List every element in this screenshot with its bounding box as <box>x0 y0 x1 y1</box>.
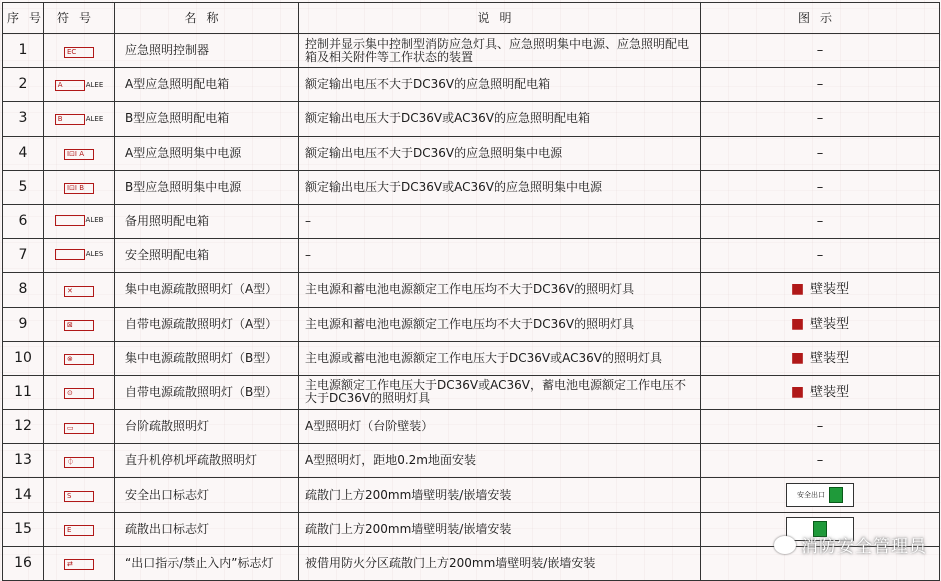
row-desc: 疏散门上方200mm墙壁明装/嵌墙安装 <box>299 478 701 512</box>
symbol-icon <box>55 248 104 261</box>
row-index: 14 <box>3 478 44 512</box>
symbol-icon <box>64 559 94 570</box>
row-desc: 额定输出电压大于DC36V或AC36V的应急照明集中电源 <box>299 170 701 204</box>
row-desc: A型照明灯（台阶壁装） <box>299 410 701 444</box>
wechat-icon <box>774 536 796 554</box>
row-figure <box>701 136 940 170</box>
row-symbol <box>44 170 115 204</box>
symbol-suffix: ALEE <box>85 81 104 90</box>
row-index: 13 <box>3 444 44 478</box>
row-name: “出口指示/禁止入内”标志灯 <box>115 546 299 580</box>
row-desc: – <box>299 239 701 273</box>
row-symbol <box>44 273 115 307</box>
row-desc: – <box>299 204 701 238</box>
row-name: 自带电源疏散照明灯（B型） <box>115 375 299 409</box>
symbol-icon <box>64 149 94 160</box>
row-figure <box>701 204 940 238</box>
symbol-icon <box>64 47 94 58</box>
symbol-suffix: ALES <box>85 250 104 259</box>
symbol-icon <box>55 214 104 227</box>
row-symbol <box>44 512 115 546</box>
row-name: 疏散出口标志灯 <box>115 512 299 546</box>
symbol-glyph: ⊠ <box>64 320 94 331</box>
row-symbol <box>44 102 115 136</box>
row-name: B型应急照明集中电源 <box>115 170 299 204</box>
symbol-icon <box>64 320 94 331</box>
table-row <box>3 68 940 102</box>
symbol-icon <box>64 457 94 468</box>
row-symbol <box>44 546 115 580</box>
figure-label: – <box>816 248 824 264</box>
row-figure <box>701 102 940 136</box>
symbol-glyph <box>55 249 85 260</box>
figure-label: – <box>816 111 824 127</box>
row-figure <box>701 34 940 68</box>
symbol-glyph: A <box>55 80 85 91</box>
row-name: 台阶疏散照明灯 <box>115 410 299 444</box>
row-figure <box>701 341 940 375</box>
row-index: 11 <box>3 375 44 409</box>
row-index: 15 <box>3 512 44 546</box>
row-name: 备用照明配电箱 <box>115 204 299 238</box>
row-index: 12 <box>3 410 44 444</box>
row-index: 7 <box>3 239 44 273</box>
row-name: 集中电源疏散照明灯（B型） <box>115 341 299 375</box>
symbol-icon <box>64 491 94 502</box>
symbol-suffix: ALEB <box>85 216 104 225</box>
header-desc: 说明 <box>299 3 701 34</box>
row-desc: 控制并显示集中控制型消防应急灯具、应急照明集中电源、应急照明配电箱及相关附件等工作状态的装置 <box>299 34 701 68</box>
row-figure <box>701 478 940 512</box>
symbol-glyph <box>55 215 85 226</box>
table-row <box>3 478 940 512</box>
symbol-glyph: ⇄ <box>64 559 94 570</box>
row-symbol <box>44 34 115 68</box>
row-desc: 额定输出电压大于DC36V或AC36V的应急照明配电箱 <box>299 102 701 136</box>
row-symbol <box>44 410 115 444</box>
symbol-glyph: S <box>64 491 94 502</box>
row-index: 6 <box>3 204 44 238</box>
symbol-glyph: ⊗ <box>64 354 94 365</box>
figure-label: 壁装型 <box>810 316 850 332</box>
row-symbol <box>44 68 115 102</box>
table-row <box>3 204 940 238</box>
symbol-icon <box>64 423 94 434</box>
row-figure <box>701 68 940 102</box>
symbol-suffix: ALEE <box>85 115 104 124</box>
row-index: 8 <box>3 273 44 307</box>
table-row <box>3 341 940 375</box>
figure-label: – <box>816 145 824 161</box>
symbol-glyph: EC <box>64 47 94 58</box>
table-row <box>3 307 940 341</box>
table-row <box>3 444 940 478</box>
figure-label: – <box>816 179 824 195</box>
row-desc: 主电源和蓄电池电源额定工作电压均不大于DC36V的照明灯具 <box>299 307 701 341</box>
row-name: 集中电源疏散照明灯（A型） <box>115 273 299 307</box>
row-index: 5 <box>3 170 44 204</box>
row-symbol <box>44 204 115 238</box>
row-name: 直升机停机坪疏散照明灯 <box>115 444 299 478</box>
watermark-text: 消防安全管理员 <box>801 537 927 557</box>
symbol-icon <box>55 79 104 92</box>
wall-lamp-icon: ■ <box>790 383 805 400</box>
header-figure: 图示 <box>701 3 940 34</box>
row-name: 应急照明控制器 <box>115 34 299 68</box>
running-man-icon <box>829 487 843 503</box>
symbol-icon <box>64 525 94 536</box>
row-name: 安全出口标志灯 <box>115 478 299 512</box>
figure-label: – <box>816 77 824 93</box>
row-symbol <box>44 478 115 512</box>
row-figure <box>701 307 940 341</box>
row-index: 9 <box>3 307 44 341</box>
figure-label: 安全出口 <box>797 490 825 499</box>
table-row <box>3 273 940 307</box>
header-symbol: 符号 <box>44 3 115 34</box>
symbol-icon <box>64 388 94 399</box>
row-symbol <box>44 375 115 409</box>
row-figure <box>701 375 940 409</box>
figure-label: – <box>816 419 824 435</box>
wall-lamp-icon: ■ <box>790 315 805 332</box>
table-row <box>3 136 940 170</box>
row-index: 1 <box>3 34 44 68</box>
symbol-icon <box>64 286 94 297</box>
row-symbol <box>44 239 115 273</box>
row-figure <box>701 239 940 273</box>
table-row <box>3 102 940 136</box>
symbol-glyph: B <box>55 114 85 125</box>
row-figure <box>701 444 940 478</box>
row-name: A型应急照明集中电源 <box>115 136 299 170</box>
row-index: 16 <box>3 546 44 580</box>
row-desc: 疏散门上方200mm墙壁明装/嵌墙安装 <box>299 512 701 546</box>
table-row <box>3 239 940 273</box>
row-desc: A型照明灯，距地0.2m地面安装 <box>299 444 701 478</box>
symbol-glyph: I⊡I B <box>64 183 94 194</box>
header-row <box>3 3 940 34</box>
symbol-glyph: ⏀ <box>64 457 94 468</box>
symbol-glyph: ⊙ <box>64 388 94 399</box>
wall-lamp-icon: ■ <box>790 281 805 298</box>
figure-label: – <box>816 43 824 59</box>
symbol-icon <box>55 113 104 126</box>
legend-table <box>2 2 940 581</box>
row-name: 安全照明配电箱 <box>115 239 299 273</box>
symbol-glyph: ▭ <box>64 423 94 434</box>
row-index: 3 <box>3 102 44 136</box>
figure-label: – <box>816 214 824 230</box>
watermark <box>774 532 927 557</box>
header-index: 序号 <box>3 3 44 34</box>
row-index: 10 <box>3 341 44 375</box>
symbol-glyph: I⊡I A <box>64 149 94 160</box>
row-desc: 额定输出电压不大于DC36V的应急照明集中电源 <box>299 136 701 170</box>
row-name: A型应急照明配电箱 <box>115 68 299 102</box>
symbol-glyph: ✕ <box>64 286 94 297</box>
row-desc: 主电源和蓄电池电源额定工作电压均不大于DC36V的照明灯具 <box>299 273 701 307</box>
symbol-icon <box>64 354 94 365</box>
row-desc: 主电源额定工作电压大于DC36V或AC36V，蓄电池电源额定工作电压不大于DC36V的照明灯具 <box>299 375 701 409</box>
figure-label: 壁装型 <box>810 282 850 298</box>
table-row <box>3 375 940 409</box>
row-name: B型应急照明配电箱 <box>115 102 299 136</box>
table-row <box>3 170 940 204</box>
symbol-icon <box>64 183 94 194</box>
figure-label: – <box>816 453 824 469</box>
symbol-glyph: E <box>64 525 94 536</box>
wall-lamp-icon: ■ <box>790 349 805 366</box>
row-name: 自带电源疏散照明灯（A型） <box>115 307 299 341</box>
table-body <box>3 34 940 581</box>
row-index: 2 <box>3 68 44 102</box>
row-desc: 被借用防火分区疏散门上方200mm墙壁明装/嵌墙安装 <box>299 546 701 580</box>
exit-sign-icon <box>786 483 854 507</box>
header-name: 名称 <box>115 3 299 34</box>
row-symbol <box>44 307 115 341</box>
figure-label: 壁装型 <box>810 350 850 366</box>
row-desc: 主电源或蓄电池电源额定工作电压大于DC36V或AC36V的照明灯具 <box>299 341 701 375</box>
row-figure <box>701 273 940 307</box>
figure-label: 壁装型 <box>810 384 850 400</box>
row-desc: 额定输出电压不大于DC36V的应急照明配电箱 <box>299 68 701 102</box>
row-figure <box>701 170 940 204</box>
table-row <box>3 410 940 444</box>
row-index: 4 <box>3 136 44 170</box>
row-figure <box>701 410 940 444</box>
row-symbol <box>44 444 115 478</box>
table-row <box>3 34 940 68</box>
row-symbol <box>44 341 115 375</box>
row-symbol <box>44 136 115 170</box>
